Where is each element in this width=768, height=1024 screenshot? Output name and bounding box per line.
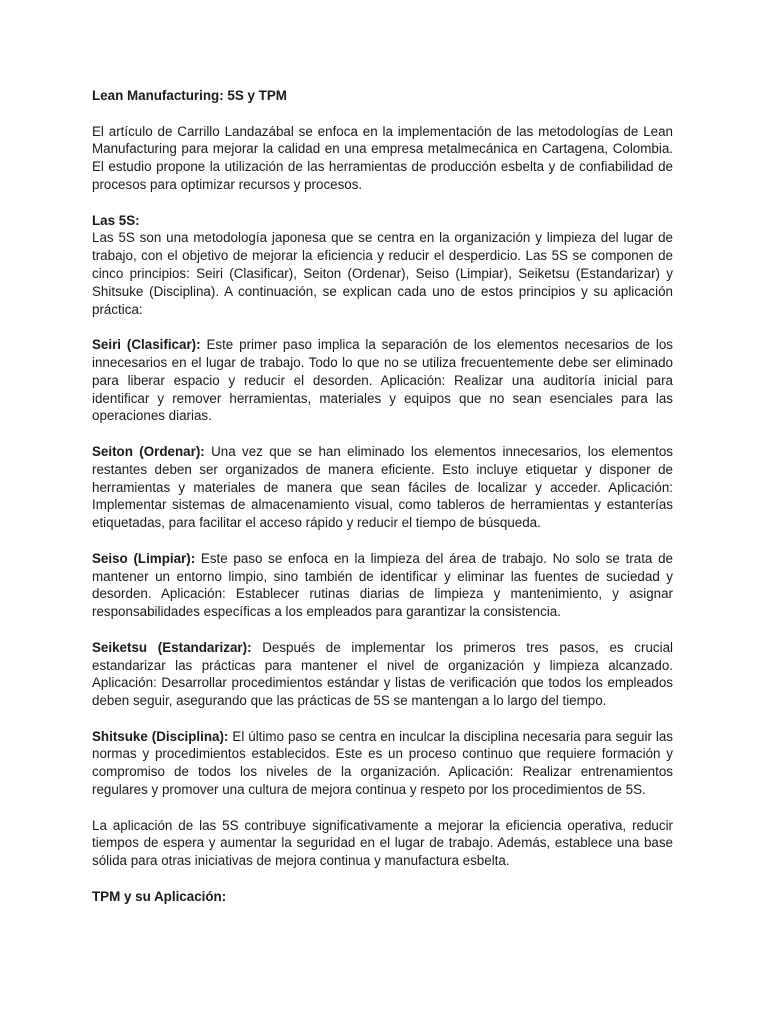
five-s-description: Las 5S son una metodología japonesa que se centra en la organización y limpieza del lugar de trabajo, con el objetivo de mejorar la eficiencia y reducir el desperdicio. Las 5S se componen de cinco principios: Seiri (Clasificar), Seiton (Ordenar), Seiso (Limpiar), Seiketsu (Estandarizar) y Shitsuke (Disciplina). A continuación, se explican cada uno de estos principios y su aplicación práctica: <box>92 230 673 317</box>
principle-term: Shitsuke (Disciplina): <box>92 728 229 744</box>
principle-text: Este primer paso implica la separación de los elementos necesarios de los innecesarios en el lugar de trabajo. Todo lo que no se utiliza frecuentemente debe ser eliminado para liberar espacio y reducir el desorden. Aplicación: Realizar una auditoría inicial para identificar y remover herramientas, materiales y equipos que no sean esenciales para las operaciones diarias. <box>92 337 673 424</box>
conclusion-paragraph: La aplicación de las 5S contribuye significativamente a mejorar la eficiencia operativa, reducir tiempos de espera y aumentar la seguridad en el lugar de trabajo. Además, establece una base sólida para otras iniciativas de mejora continua y manufactura esbelta. <box>92 817 673 869</box>
five-s-heading: Las 5S: <box>92 212 140 228</box>
principle-seiso <box>92 550 673 621</box>
principle-seiton <box>92 443 673 532</box>
five-s-section <box>92 212 673 319</box>
principle-text: El último paso se centra en inculcar la disciplina necesaria para seguir las normas y procedimientos establecidos. Este es un proceso continuo que requiere formación y compromiso de todos los niveles de la organización. Aplicación: Realizar entrenamientos regulares y promover una cultura de mejora continua y respeto por los procedimientos de 5S. <box>92 728 674 798</box>
principle-term: Seiton (Ordenar): <box>92 443 205 459</box>
document-page <box>92 87 673 906</box>
principle-shitsuke <box>92 728 673 799</box>
tpm-heading: TPM y su Aplicación: <box>92 888 227 904</box>
principle-seiri <box>92 336 673 425</box>
principle-seiketsu <box>92 639 673 710</box>
principle-term: Seiri (Clasificar): <box>92 337 201 353</box>
document-title: Lean Manufacturing: 5S y TPM <box>92 88 287 103</box>
principle-term: Seiso (Limpiar): <box>92 550 196 566</box>
intro-paragraph: El artículo de Carrillo Landazábal se enfoca en la implementación de las metodologías de Lean Manufacturing para mejorar la calidad en una empresa metalmecánica en Cartagena, Colombia. El estudio propone la utilización de las herramientas de producción esbelta y de confiabilidad de procesos para optimizar recursos y procesos. <box>92 123 673 192</box>
principle-term: Seiketsu (Estandarizar): <box>92 639 252 655</box>
principle-text: Este paso se enfoca en la limpieza del área de trabajo. No solo se trata de mantener un entorno limpio, sino también de identificar y eliminar las fuentes de suciedad y desorden. Aplicación: Establecer rutinas diarias de limpieza y mantenimiento, y asignar responsabilidades específicas a los empleados para garantizar la consistencia. <box>92 550 673 620</box>
principle-text: Después de implementar los primeros tres pasos, es crucial estandarizar las prácticas para mantener el nivel de organización y limpieza alcanzado. Aplicación: Desarrollar procedimientos estándar y listas de verificación que todos los empleados deben seguir, asegurando que las prácticas de 5S se mantengan a lo largo del tiempo. <box>92 639 673 709</box>
principle-text: Una vez que se han eliminado los elementos innecesarios, los elementos restantes deben ser organizados de manera eficiente. Esto incluye etiquetar y disponer de herramientas y materiales de manera que sean fáciles de localizar y acceder. Aplicación: Implementar sistemas de almacenamiento visual, como tableros de herramientas y estanterías etiquetadas, para facilitar el acceso rápido y reducir el tiempo de búsqueda. <box>92 443 673 531</box>
